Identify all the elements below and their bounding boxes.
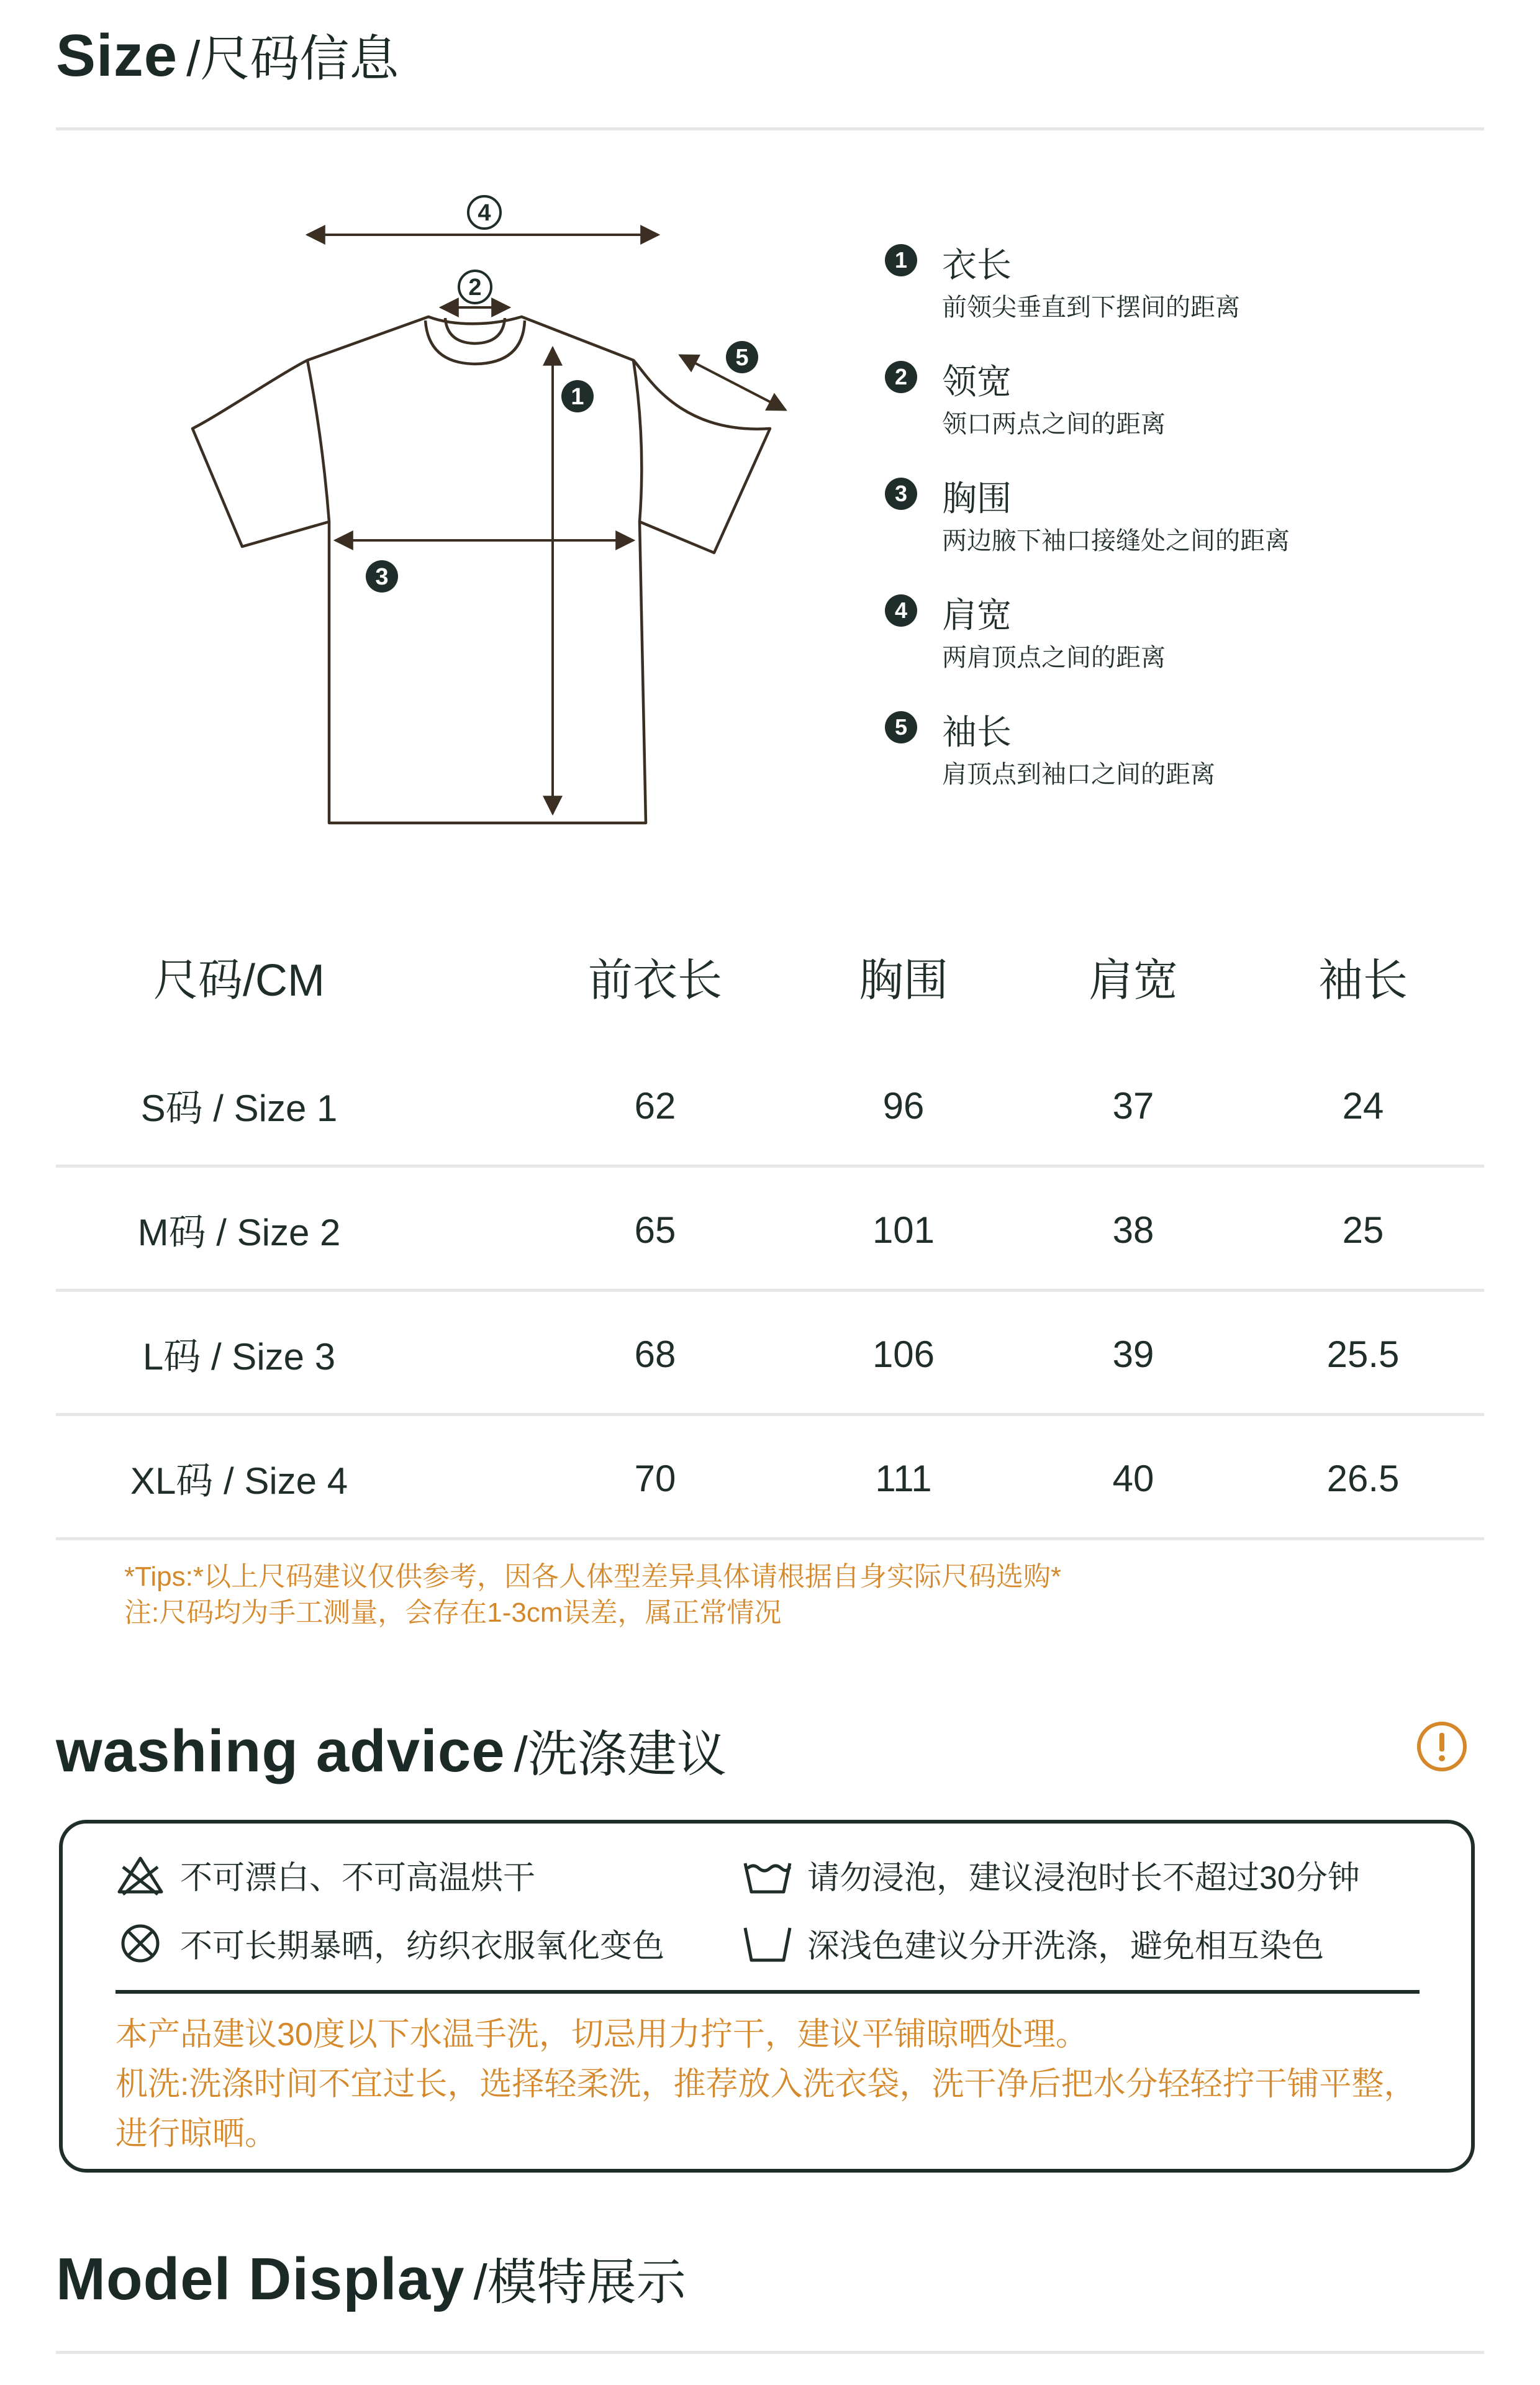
washing-title-zh: /洗涤建议	[514, 1727, 727, 1782]
marker-1	[561, 380, 594, 412]
tips-line-2: 注:尺码均为手工测量，会存在1-3cm误差，属正常情况	[124, 1597, 782, 1628]
cell-chest: 96	[882, 1084, 925, 1127]
wash-item-text: 不可长期暴晒，纺织衣服氧化变色	[180, 1928, 665, 1965]
cell-shoulder: 38	[1112, 1209, 1154, 1251]
no-bleach-icon	[116, 1853, 165, 1897]
wash-note-3: 进行晾晒。	[116, 2116, 278, 2152]
cell-size: M码 / Size 2	[137, 1212, 341, 1253]
cell-length: 70	[634, 1457, 676, 1499]
right-armhole	[633, 360, 641, 522]
wash-item-text: 不可漂白、不可高温烘干	[180, 1860, 536, 1896]
tshirt-outline	[192, 317, 770, 823]
wash-item-text: 深浅色建议分开洗涤，避免相互染色	[807, 1928, 1325, 1965]
legend-num: 1	[885, 244, 917, 276]
cell-length: 65	[634, 1209, 676, 1251]
legend-name: 胸围	[942, 479, 1012, 518]
legend-item-collar	[885, 356, 1444, 473]
left-armhole	[307, 360, 329, 522]
table-row	[56, 1292, 1484, 1416]
size-section-title	[56, 19, 399, 90]
wash-note-1: 本产品建议30度以下水温手洗，切忌用力拧干，建议平铺晾晒处理。	[116, 2017, 1088, 2053]
table-row	[56, 1168, 1484, 1292]
model-title-en: Model Display	[56, 2246, 465, 2312]
marker-5	[726, 341, 758, 373]
legend-num: 2	[885, 361, 917, 393]
header-sleeve: 袖长	[1318, 956, 1408, 1006]
cell-shoulder: 40	[1112, 1457, 1154, 1499]
legend-item-sleeve	[885, 706, 1444, 823]
wash-tub-icon	[743, 1853, 792, 1897]
cell-size: XL码 / Size 4	[130, 1460, 348, 1502]
legend-desc: 两肩顶点之间的距离	[942, 644, 1166, 671]
model-title-zh: /模特展示	[473, 2255, 686, 2310]
marker-2-label: 2	[468, 275, 482, 301]
marker-4-label: 4	[478, 200, 491, 226]
wash-item-text: 请勿浸泡，建议浸泡时长不超过30分钟	[807, 1860, 1360, 1896]
size-title-en: Size	[56, 22, 178, 89]
washing-notes	[116, 2010, 1451, 2159]
marker-3	[366, 560, 398, 593]
model-title-divider	[56, 2351, 1484, 2354]
header-shoulder: 肩宽	[1088, 956, 1178, 1006]
legend-desc: 两边腋下袖口接缝处之间的距离	[942, 527, 1290, 555]
cell-chest: 101	[872, 1209, 935, 1251]
wash-item-soak	[743, 1851, 1360, 1898]
legend-item-length	[885, 239, 1444, 356]
wash-item-separate	[743, 1920, 1324, 1966]
header-chest: 胸围	[858, 956, 948, 1006]
marker-3-label: 3	[375, 564, 389, 590]
exclamation-circle-icon	[1416, 1720, 1468, 1773]
table-row	[56, 1043, 1484, 1168]
marker-2	[459, 271, 491, 303]
legend-desc: 领口两点之间的距离	[942, 411, 1166, 438]
cell-chest: 111	[875, 1457, 932, 1499]
cell-sleeve: 25	[1342, 1209, 1384, 1251]
size-title-zh: /尺码信息	[186, 31, 399, 86]
legend-name: 领宽	[942, 362, 1012, 401]
washing-advice-box	[59, 1820, 1475, 2173]
legend-desc: 前领尖垂直到下摆间的距离	[942, 294, 1240, 321]
wash-item-no-sun	[116, 1920, 664, 1966]
size-title-divider	[56, 127, 1484, 130]
table-row	[56, 1416, 1484, 1540]
tub-outline-icon	[743, 1922, 792, 1965]
legend-desc: 肩顶点到袖口之间的距离	[942, 761, 1215, 788]
cell-shoulder: 39	[1112, 1333, 1154, 1375]
tips-line-1: *Tips:*以上尺码建议仅供参考，因各人体型差异具体请根据自身实际尺码选购*	[124, 1561, 1062, 1592]
washing-section-title	[56, 1714, 727, 1786]
marker-1-label: 1	[571, 384, 584, 410]
wash-item-no-bleach	[116, 1851, 535, 1898]
size-tips	[124, 1559, 1428, 1631]
cell-length: 68	[634, 1333, 676, 1375]
cell-size: S码 / Size 1	[140, 1088, 338, 1129]
legend-item-chest	[885, 473, 1444, 589]
legend-num: 4	[885, 594, 917, 627]
cell-size: L码 / Size 3	[142, 1336, 336, 1378]
legend-name: 衣长	[942, 245, 1012, 284]
cell-chest: 106	[872, 1333, 935, 1375]
cell-shoulder: 37	[1112, 1084, 1154, 1127]
model-section-title	[56, 2242, 686, 2314]
legend-num: 3	[885, 478, 917, 510]
washing-title-en: washing advice	[56, 1718, 505, 1784]
header-size: 尺码/CM	[153, 956, 325, 1006]
cell-length: 62	[634, 1084, 676, 1127]
tshirt-measurement-diagram	[174, 180, 826, 851]
legend-name: 袖长	[942, 712, 1012, 752]
marker-4	[468, 196, 500, 229]
cell-sleeve: 25.5	[1326, 1333, 1400, 1375]
marker-5-label: 5	[735, 345, 749, 371]
wash-divider	[116, 1990, 1420, 1994]
legend-num: 5	[885, 711, 917, 743]
row-divider	[56, 1537, 1484, 1540]
no-sun-icon	[116, 1922, 165, 1965]
header-length: 前衣长	[587, 956, 722, 1006]
measurement-legend	[885, 239, 1444, 823]
wash-note-2: 机洗:洗涤时间不宜过长，选择轻柔洗，推荐放入洗衣袋，洗干净后把水分轻轻拧干铺平整，	[116, 2066, 1416, 2102]
cell-sleeve: 24	[1342, 1084, 1384, 1127]
cell-sleeve: 26.5	[1326, 1457, 1400, 1499]
legend-name: 肩宽	[942, 596, 1012, 635]
legend-item-shoulder	[885, 589, 1444, 706]
